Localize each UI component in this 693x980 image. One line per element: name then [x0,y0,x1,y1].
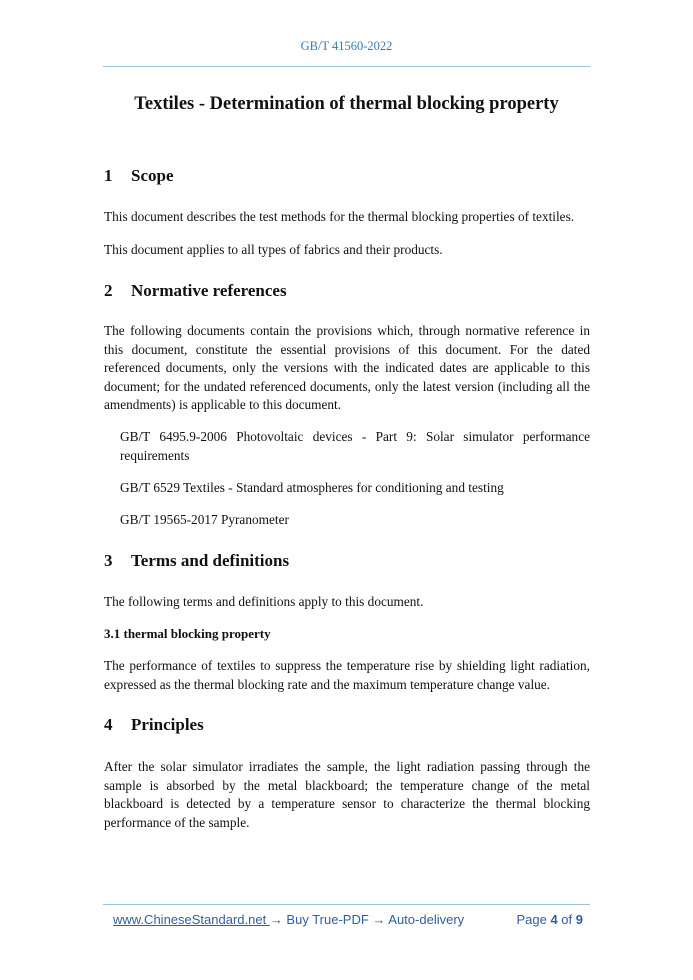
section-number: 4 [104,715,113,734]
footer [113,912,583,927]
paragraph: The performance of textiles to suppress the temperature rise by shielding light radiation, expressed as the thermal blocking rate and the maximum temperature change value. [104,658,590,692]
paragraph: The following terms and definitions apply to this document. [104,594,424,609]
paragraph: This document applies to all types of fabrics and their products. [104,242,443,257]
document-id-header: GB/T 41560-2022 [300,39,393,53]
section-heading-normative-references [104,281,590,301]
section-number: 2 [104,281,113,300]
paragraph: The following documents contain the provisions which, through normative reference in this document, constitute the essential provisions of this document. For the dated referenced documents, only the versions with the indicated dates are applicable to this document; for the undated referenced documents, only the latest version (including all the amendments) is applicable to this document. [104,323,590,412]
section-heading-terms [104,551,590,571]
section-number: 3 [104,551,113,570]
section-title: Scope [131,166,174,185]
of-label: of [561,912,573,927]
header-rule [103,66,590,67]
section-heading-principles [104,715,590,735]
reference-item: GB/T 19565-2017 Pyranometer [120,512,289,527]
section-title: Principles [131,715,204,734]
page-total: 9 [575,912,583,927]
section-heading-scope [104,166,590,186]
website-link[interactable]: www.ChineseStandard.net [113,912,270,927]
section-title: Normative references [131,281,287,300]
term-heading: 3.1 thermal blocking property [104,626,271,641]
page-number: 4 [550,912,558,927]
reference-item: GB/T 6495.9-2006 Photovoltaic devices - Part 9: Solar simulator performance requirements [120,429,590,463]
reference-item: GB/T 6529 Textiles - Standard atmospheres for conditioning and testing [120,480,504,495]
paragraph: This document describes the test methods for the thermal blocking properties of textiles. [104,209,575,224]
footer-rule [103,904,590,905]
document-title: Textiles - Determination of thermal blocking property [134,94,559,114]
paragraph: After the solar simulator irradiates the sample, the light radiation passing through the sample is absorbed by the metal blackboard; the temperature change of the metal blackboard is detected by a temperature sensor to characterize the thermal blocking performance of the sample. [104,759,590,830]
section-title: Terms and definitions [131,551,290,570]
page-label: Page [516,912,547,927]
footer-promo: → Buy True-PDF → Auto-delivery [269,912,465,927]
section-number: 1 [104,166,113,185]
page-indicator [516,912,583,927]
